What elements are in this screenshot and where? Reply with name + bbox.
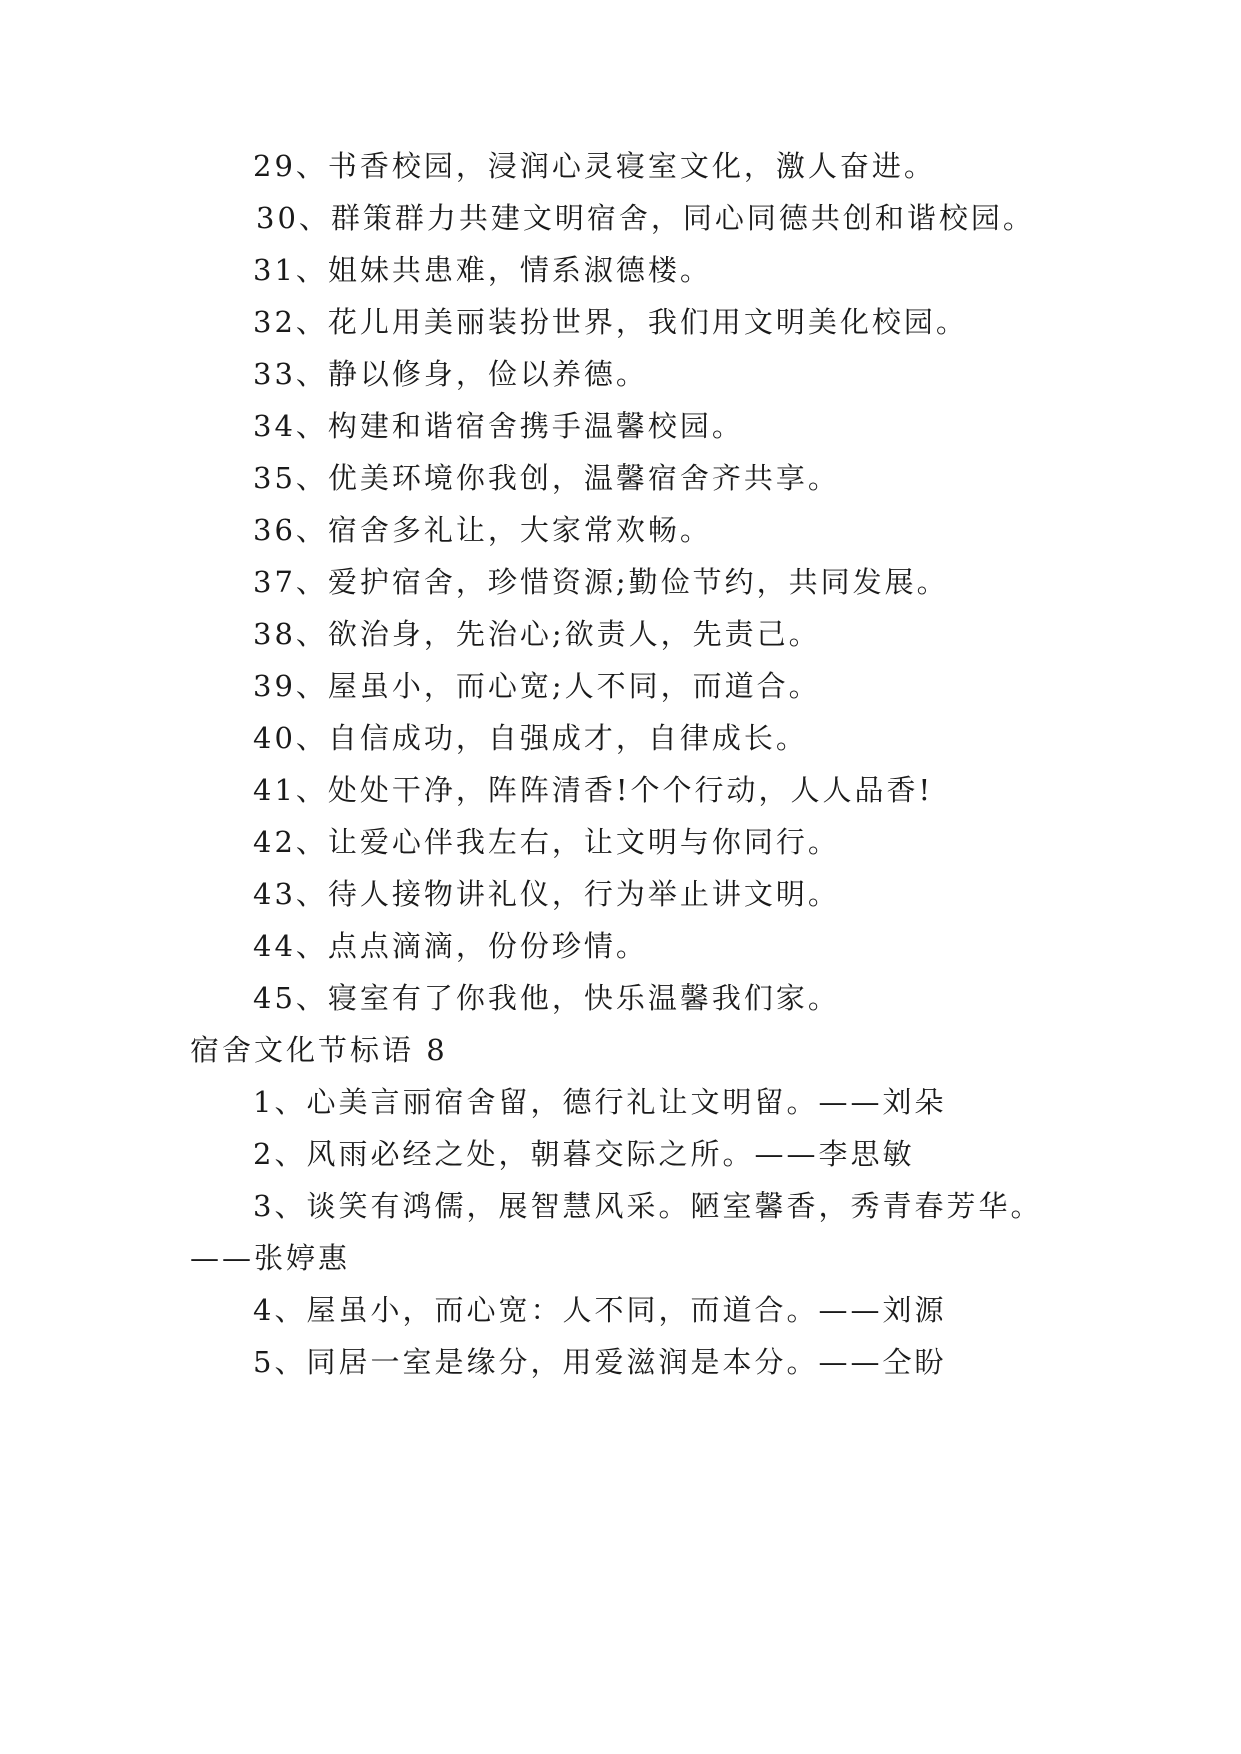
- slogan-29: 29、书香校园，浸润心灵寝室文化，激人奋进。: [253, 149, 936, 183]
- slogan-38: 38、欲治身，先治心;欲责人，先责己。: [253, 617, 821, 651]
- slogan-2: 2、风雨必经之处，朝暮交际之所。——李思敏: [253, 1137, 915, 1171]
- slogan-41: 41、处处干净，阵阵清香!个个行动，人人品香!: [253, 773, 934, 807]
- slogan-32: 32、花儿用美丽装扮世界，我们用文明美化校园。: [253, 305, 968, 339]
- slogan-31: 31、姐妹共患难，情系淑德楼。: [253, 253, 712, 287]
- slogan-33: 33、静以修身，俭以养德。: [253, 357, 648, 391]
- slogan-34: 34、构建和谐宿舍携手温馨校园。: [253, 409, 744, 443]
- slogan-37: 37、爱护宿舍，珍惜资源;勤俭节约，共同发展。: [253, 565, 949, 599]
- slogan-44: 44、点点滴滴，份份珍情。: [253, 929, 648, 963]
- slogan-3-author: ——张婷惠: [190, 1241, 351, 1275]
- slogan-39: 39、屋虽小，而心宽;人不同，而道合。: [253, 669, 821, 703]
- slogan-36: 36、宿舍多礼让，大家常欢畅。: [253, 513, 712, 547]
- slogan-5: 5、同居一室是缘分，用爱滋润是本分。——仝盼: [253, 1345, 947, 1379]
- slogan-40: 40、自信成功，自强成才，自律成长。: [253, 721, 808, 755]
- slogan-30: 30、群策群力共建文明宿舍，同心同德共创和谐校园。: [256, 201, 1035, 235]
- slogan-3: 3、谈笑有鸿儒，展智慧风采。陋室馨香，秀青春芳华。: [253, 1189, 1043, 1223]
- slogan-1: 1、心美言丽宿舍留，德行礼让文明留。——刘朵: [253, 1085, 947, 1119]
- slogan-43: 43、待人接物讲礼仪，行为举止讲文明。: [253, 877, 840, 911]
- slogan-42: 42、让爱心伴我左右，让文明与你同行。: [253, 825, 840, 859]
- section-heading: 宿舍文化节标语 8: [190, 1033, 448, 1067]
- slogan-35: 35、优美环境你我创，温馨宿舍齐共享。: [253, 461, 840, 495]
- slogan-4: 4、屋虽小，而心宽：人不同，而道合。——刘源: [253, 1293, 947, 1327]
- slogan-45: 45、寝室有了你我他，快乐温馨我们家。: [253, 981, 840, 1015]
